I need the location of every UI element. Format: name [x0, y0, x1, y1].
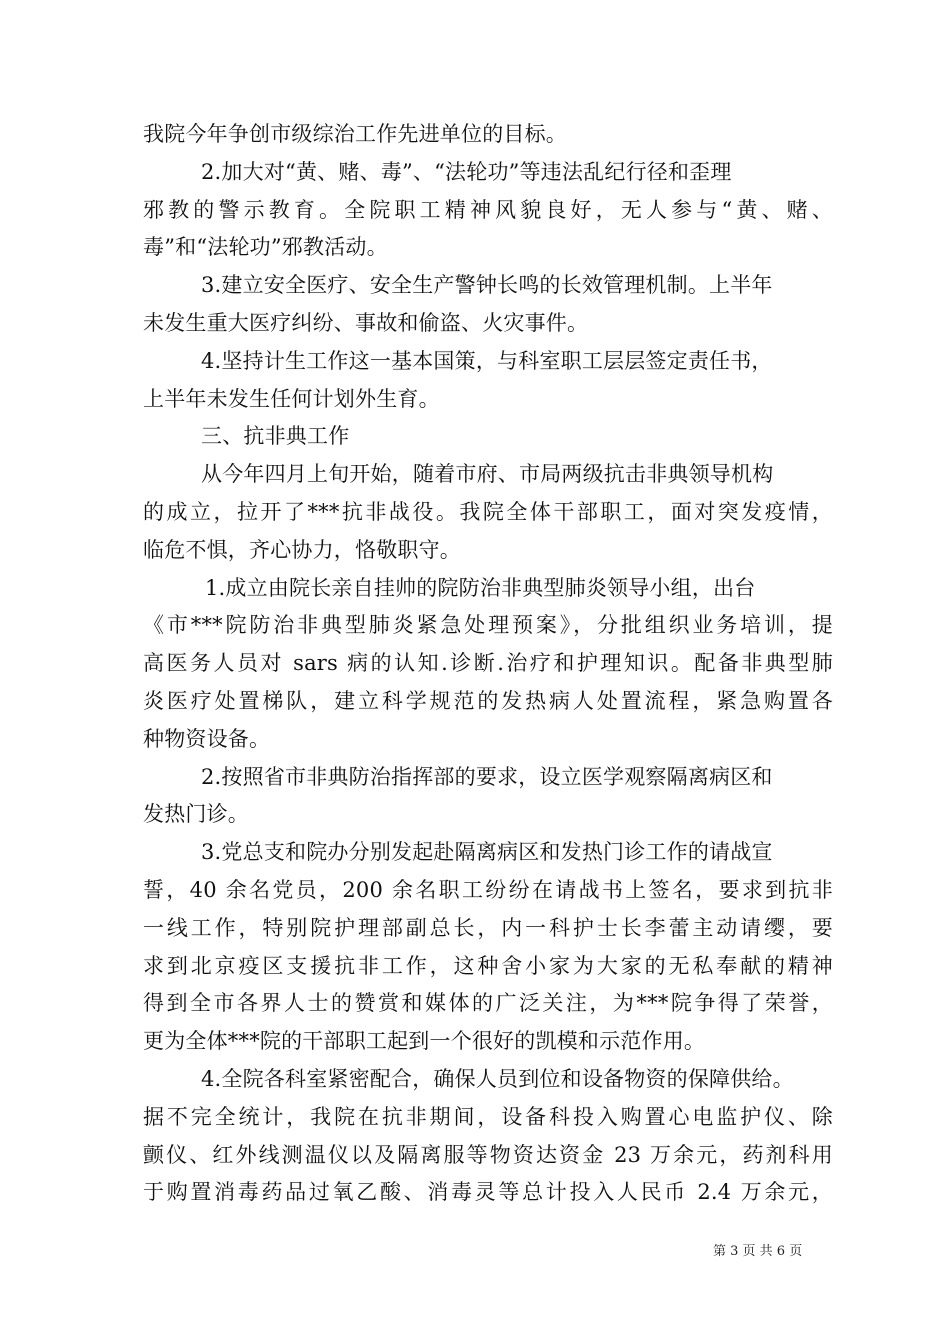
document-body — [143, 116, 833, 1212]
text-line: 4.全院各科室紧密配合，确保人员到位和设备物资的保障供给。 — [201, 1066, 794, 1091]
text-line: 的成立，拉开了***抗非战役。我院全体干部职工，面对突发疫情， — [143, 499, 833, 524]
text-line: 临危不惧，齐心协力，恪敬职守。 — [143, 537, 461, 562]
text-line: 4.坚持计生工作这一基本国策，与科室职工层层签定责任书， — [201, 348, 773, 373]
text-line: 3.建立安全医疗、安全生产警钟长鸣的长效管理机制。上半年 — [201, 273, 773, 298]
text-line: 3.党总支和院办分别发起赴隔离病区和发热门诊工作的请战宣 — [201, 840, 773, 865]
page-number: 第 3 页 共 6 页 — [713, 1244, 803, 1259]
text-line: 炎医疗处置梯队，建立科学规范的发热病人处置流程，紧急购置各 — [143, 688, 833, 713]
text-line: 一线工作，特别院护理部副总长，内一科护士长李蕾主动请缨，要 — [143, 915, 833, 940]
text-line: 2.加大对“黄、赌、毒”、“法轮功”等违法乱纪行径和歪理 — [201, 159, 732, 184]
text-line: 于购置消毒药品过氧乙酸、消毒灵等总计投入人民币 2.4 万余元， — [143, 1180, 833, 1205]
text-line: 我院今年争创市级综治工作先进单位的目标。 — [143, 122, 567, 146]
text-line: 誓，40 余名党员，200 余名职工纷纷在请战书上签名，要求到抗非 — [143, 877, 833, 902]
text-line: 得到全市各界人士的赞赏和媒体的广泛关注，为***院争得了荣誉， — [143, 991, 833, 1016]
text-line: 种物资设备。 — [143, 726, 271, 751]
text-line: 邪教的警示教育。全院职工精神风貌良好，无人参与“黄、赌、 — [143, 197, 833, 222]
text-line: 求到北京疫区支援抗非工作，这种舍小家为大家的无私奉献的精神 — [143, 953, 833, 978]
text-line: 高医务人员对 sars 病的认知.诊断.治疗和护理知识。配备非典型肺 — [143, 651, 833, 676]
text-line: 2.按照省市非典防治指挥部的要求，设立医学观察隔离病区和 — [201, 764, 773, 789]
text-line: 更为全体***院的干部职工起到一个很好的凯模和示范作用。 — [143, 1029, 706, 1054]
section-heading: 三、抗非典工作 — [201, 424, 350, 449]
text-line: 1.成立由院长亲自挂帅的院防治非典型肺炎领导小组，出台 — [205, 575, 756, 600]
text-line: 颤仪、红外线测温仪以及隔离服等物资达资金 23 万余元，药剂科用 — [143, 1142, 833, 1167]
text-line: 从今年四月上旬开始，随着市府、市局两级抗击非典领导机构 — [201, 462, 774, 487]
text-line: 发热门诊。 — [143, 802, 249, 827]
text-line: 未发生重大医疗纠纷、事故和偷盗、火灾事件。 — [143, 310, 589, 335]
text-line: 《市***院防治非典型肺炎紧急处理预案》，分批组织业务培训，提 — [143, 613, 833, 638]
text-line: 上半年未发生任何计划外生育。 — [143, 386, 440, 411]
text-line: 据不完全统计，我院在抗非期间，设备科投入购置心电监护仪、除 — [143, 1104, 833, 1129]
text-line: 毒”和“法轮功”邪教活动。 — [143, 235, 388, 260]
